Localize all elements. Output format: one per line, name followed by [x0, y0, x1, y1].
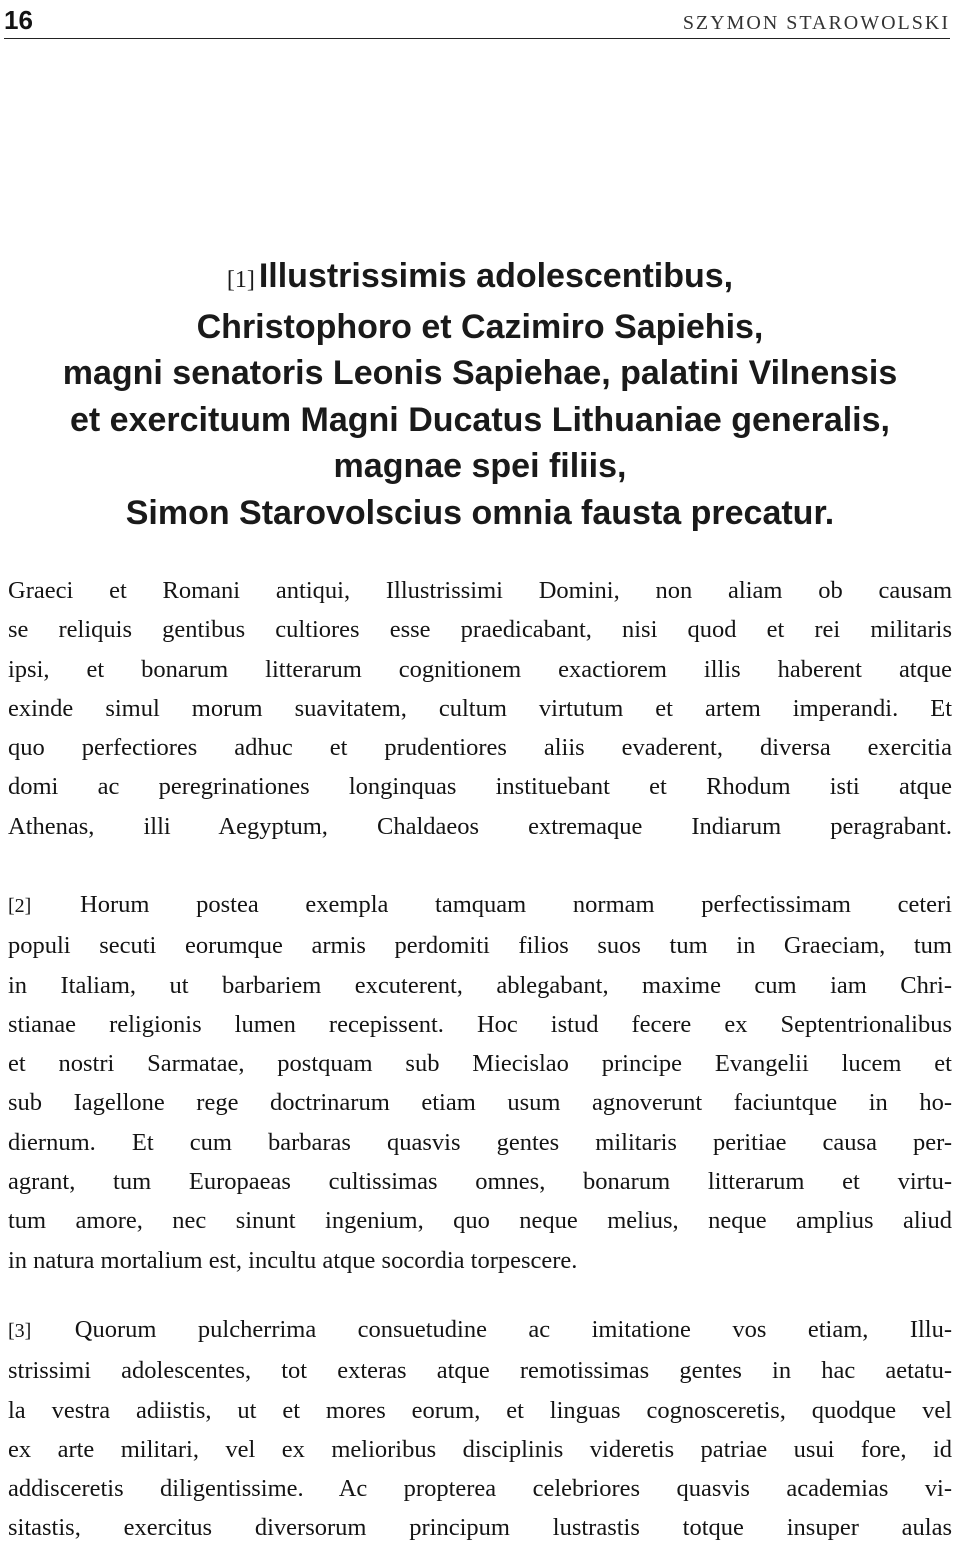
text-line: quo perfectiores adhuc et prudentiores aliis evaderent, diversa exercitia	[8, 734, 952, 762]
text-line: agrant, tum Europaeas cultissimas omnes, bonarum litterarum et virtu-	[8, 1168, 952, 1196]
page-number: 16	[4, 5, 33, 35]
text-line: tum amore, nec sinunt ingenium, quo neque melius, neque amplius aliud	[8, 1207, 952, 1235]
paragraph-number: [2]	[8, 895, 32, 917]
running-title: SZYMON STAROWOLSKI	[682, 12, 950, 34]
text-line: se reliquis gentibus cultiores esse praedicabant, nisi quod et rei militaris	[8, 616, 952, 644]
paragraph-2	[8, 885, 952, 1280]
text-line: stianae religionis lumen recepissent. Hoc istud fecere ex Septentrionalibus	[8, 1010, 952, 1038]
text-line: et nostri Sarmatae, postquam sub Miecislao principe Evangelii lucem et	[8, 1050, 952, 1078]
text-line: sub Iagellone rege doctrinarum etiam usum agnoverunt faciuntque in ho-	[8, 1089, 952, 1117]
text-line: populi secuti eorumque armis perdomiti filios suos tum in Graeciam, tum	[8, 932, 952, 960]
text-line: ex arte militari, vel ex melioribus disciplinis videretis patriae usui fore, id	[8, 1435, 952, 1463]
paragraph-3	[8, 1310, 952, 1548]
text-line: addisceretis diligentissime. Ac propterea celebriores quasvis academias vi-	[8, 1475, 952, 1503]
text-line: in Italiam, ut barbariem excuterent, ablegabant, maxime cum iam Chri-	[8, 971, 952, 999]
text-line: exinde simul morum suavitatem, cultum virtutum et artem imperandi. Et	[8, 694, 952, 722]
dedication-line: et exercituum Magni Ducatus Lithuaniae generalis,	[70, 400, 890, 439]
text-line: [3] Quorum pulcherrima consuetudine ac imitatione vos etiam, Illu-	[8, 1316, 953, 1343]
text-line: ipsi, et bonarum litterarum cognitionem exactiorem illis haberent atque	[8, 655, 952, 683]
text-line: Graeci et Romani antiqui, Illustrissimi Domini, non aliam ob causam	[8, 577, 952, 604]
dedication-line: Simon Starovolscius omnia fausta precatur.	[125, 493, 835, 532]
running-head	[4, 4, 950, 39]
dedication-line: magni senatoris Leonis Sapiehae, palatini Vilnensis	[62, 354, 898, 392]
text-line: Athenas, illi Aegyptum, Chaldaeos extremaque Indiarum peragrabant.	[8, 812, 952, 840]
text-line: diernum. Et cum barbaras quasvis gentes militaris peritiae causa per-	[8, 1128, 952, 1156]
dedication-line: [1] Illustrissimis adolescentibus,	[226, 257, 734, 295]
text-line: [2] Horum postea exempla tamquam normam perfectissimam ceteri	[8, 891, 952, 918]
text-line: domi ac peregrinationes longinquas instituebant et Rhodum isti atque	[8, 773, 952, 801]
text-line: in natura mortalium est, incultu atque socordia torpescere.	[8, 1246, 578, 1274]
section-number: [1]	[226, 267, 255, 293]
paragraph-intro	[8, 571, 952, 846]
text-line: strissimi adolescentes, tot exteras atque remotissimas gentes in hac aetatu-	[8, 1357, 952, 1385]
dedication-line: magnae spei filiis,	[333, 447, 627, 485]
paragraph-number: [3]	[8, 1320, 32, 1342]
dedication-line: Christophoro et Cazimiro Sapiehis,	[196, 307, 764, 346]
dedication-heading	[10, 253, 950, 536]
text-line: sitastis, exercitus diversorum principum lustrastis totque insuper aulas	[8, 1514, 952, 1542]
text-line: la vestra adiistis, ut et mores eorum, et linguas cognosceretis, quodque vel	[8, 1396, 952, 1424]
